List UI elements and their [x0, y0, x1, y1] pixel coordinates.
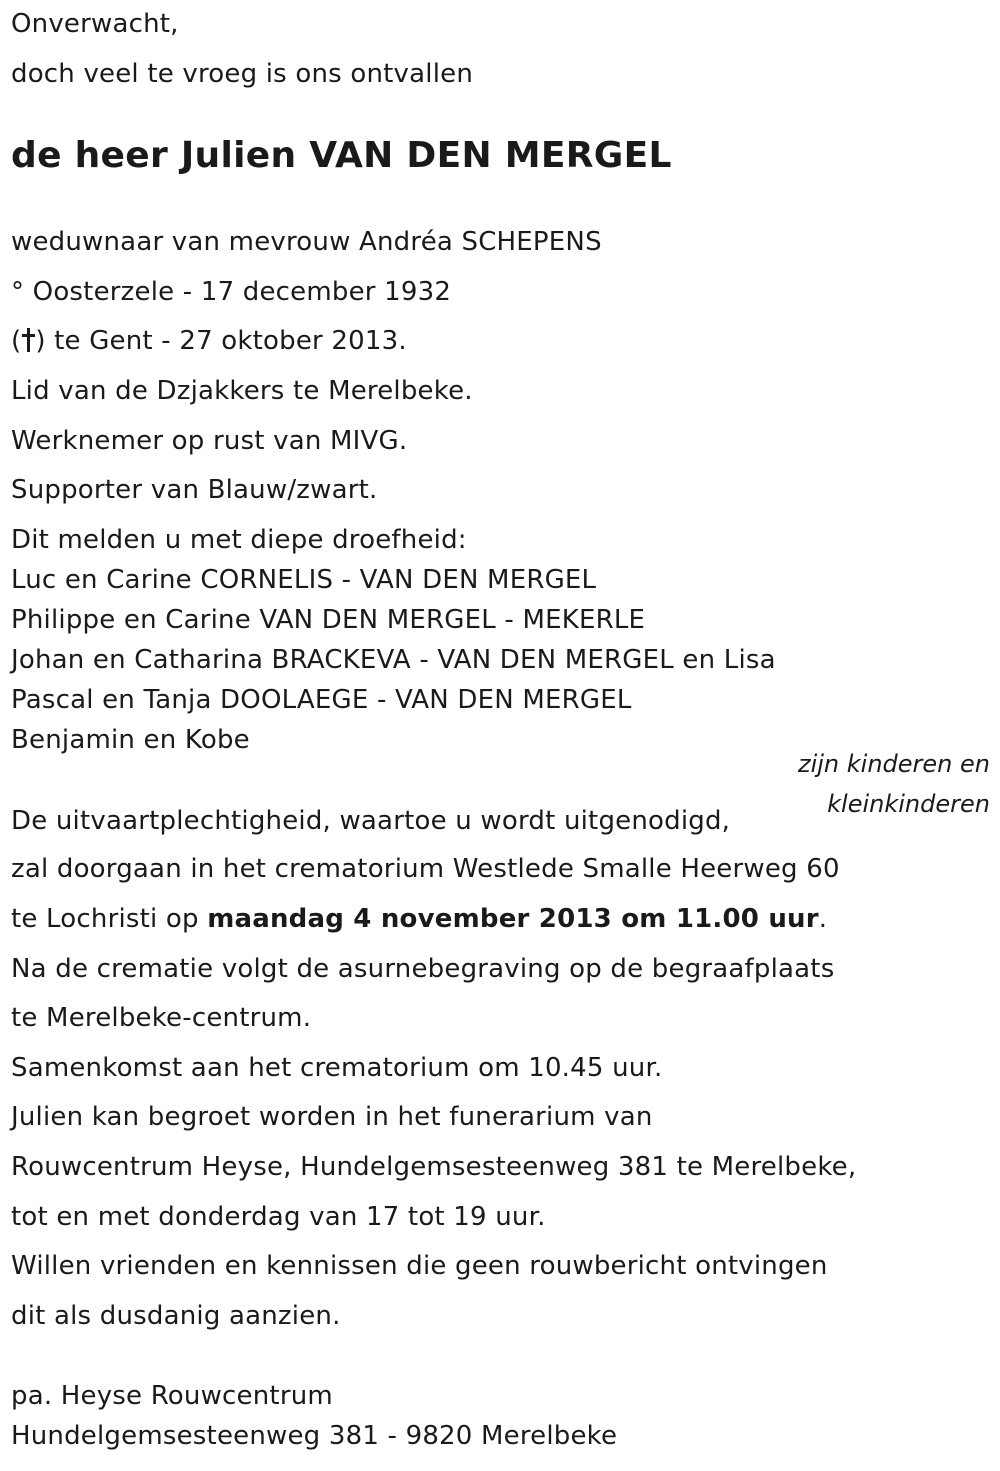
undertaker-name: pa. Heyse Rouwcentrum: [11, 1381, 333, 1411]
member-line: Lid van de Dzjakkers te Merelbeke.: [11, 376, 473, 406]
family-line: Luc en Carine CORNELIS - VAN DEN MERGEL: [11, 565, 597, 595]
funeral-line-3: [11, 903, 827, 935]
death-line: [11, 325, 407, 357]
funeral-line-1: De uitvaartplechtigheid, waartoe u wordt uitgenodigd,: [11, 806, 731, 836]
funeral-line-10: Willen vrienden en kennissen die geen rouwbericht ontvingen: [11, 1251, 828, 1281]
funeral-date-prefix: te Lochristi op: [11, 904, 208, 934]
employee-line: Werknemer op rust van MIVG.: [11, 426, 408, 456]
funeral-line-8: Rouwcentrum Heyse, Hundelgemsesteenweg 381 te Merelbeke,: [11, 1152, 857, 1182]
family-line: Philippe en Carine VAN DEN MERGEL - MEKERLE: [11, 605, 646, 635]
funeral-line-11: dit als dusdanig aanzien.: [11, 1301, 341, 1331]
intro-line-2: doch veel te vroeg is ons ontvallen: [11, 59, 473, 89]
cross-icon: [21, 327, 35, 353]
funeral-line-4: Na de crematie volgt de asurnebegraving op de begraafplaats: [11, 954, 835, 984]
supporter-line: Supporter van Blauw/zwart.: [11, 475, 378, 505]
relation-label-line-2: kleinkinderen: [827, 790, 990, 818]
birth-line: ° Oosterzele - 17 december 1932: [11, 277, 452, 307]
widower-line: weduwnaar van mevrouw Andréa SCHEPENS: [11, 227, 602, 257]
funeral-line-2: zal doorgaan in het crematorium Westlede Smalle Heerweg 60: [11, 854, 840, 884]
death-open-paren: (: [11, 326, 22, 356]
intro-line-1: Onverwacht,: [11, 9, 179, 39]
relation-label-line-1: zijn kinderen en: [798, 750, 990, 778]
undertaker-address: Hundelgemsesteenweg 381 - 9820 Merelbeke: [11, 1421, 618, 1451]
deceased-name-heading: de heer Julien VAN DEN MERGEL: [11, 135, 672, 176]
death-text: ) te Gent - 27 oktober 2013.: [35, 326, 407, 356]
announcement-intro: Dit melden u met diepe droefheid:: [11, 525, 467, 555]
funeral-line-6: Samenkomst aan het crematorium om 10.45 uur.: [11, 1053, 663, 1083]
family-line: Pascal en Tanja DOOLAEGE - VAN DEN MERGEL: [11, 685, 632, 715]
funeral-line-9: tot en met donderdag van 17 tot 19 uur.: [11, 1202, 546, 1232]
funeral-date-suffix: .: [818, 904, 828, 934]
funeral-line-5: te Merelbeke-centrum.: [11, 1003, 312, 1033]
family-line: Benjamin en Kobe: [11, 725, 250, 755]
family-line: Johan en Catharina BRACKEVA - VAN DEN MERGEL en Lisa: [11, 645, 776, 675]
funeral-date-time: maandag 4 november 2013 om 11.00 uur: [207, 904, 819, 934]
funeral-line-7: Julien kan begroet worden in het funerarium van: [11, 1102, 653, 1132]
